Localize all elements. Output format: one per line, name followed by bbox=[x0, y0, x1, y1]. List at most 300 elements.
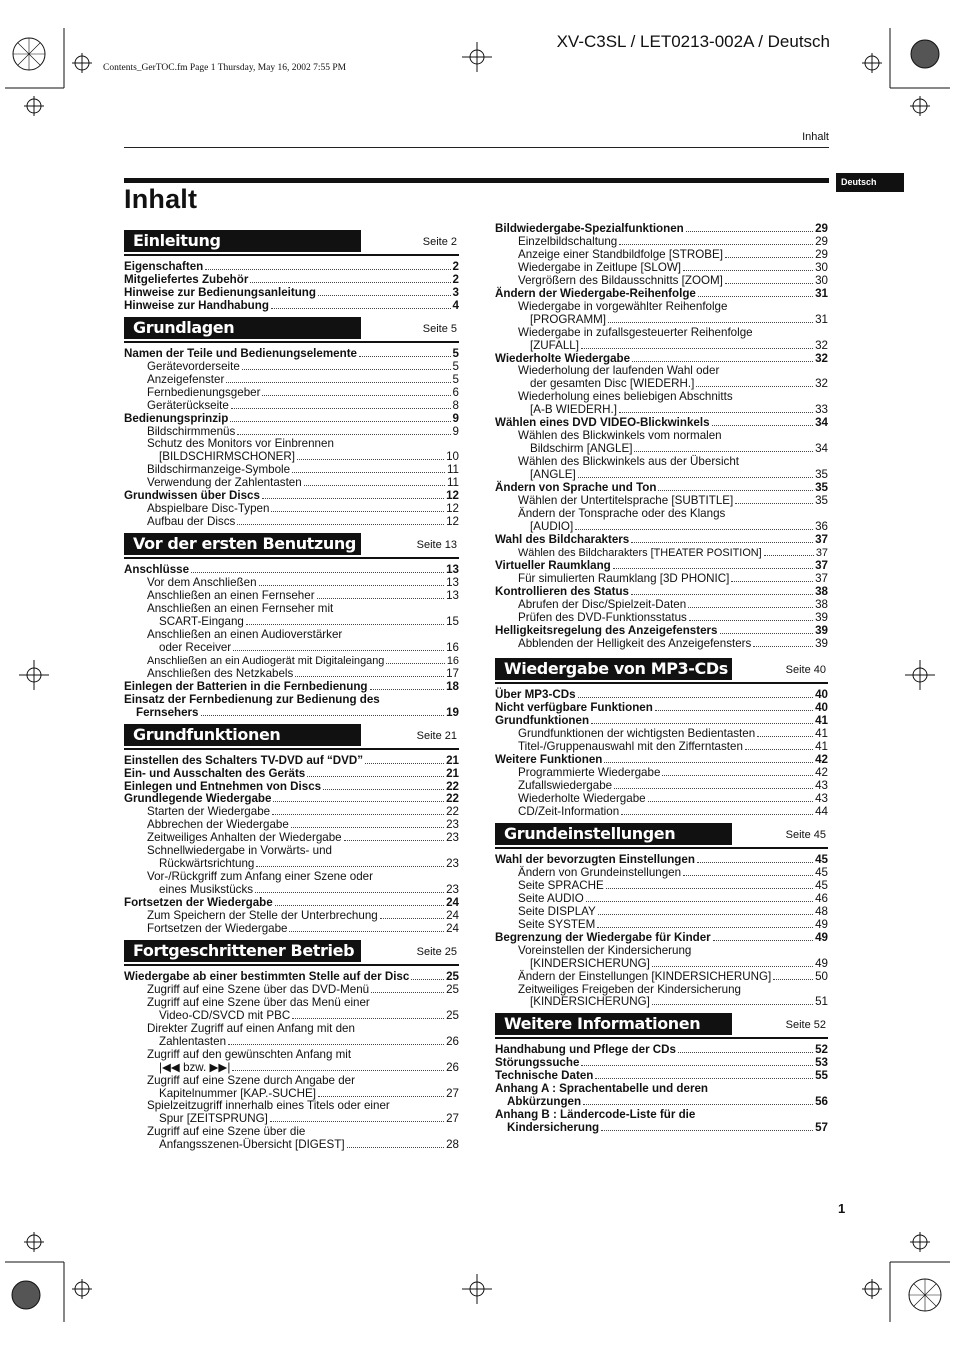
dot-leader bbox=[233, 650, 444, 651]
section-heading[interactable]: Einleitung bbox=[124, 230, 361, 252]
toc-entry-label: Ein- und Ausschalten des Geräts bbox=[124, 766, 306, 780]
header-rule bbox=[124, 147, 829, 148]
toc-entry-page: 38 bbox=[815, 597, 828, 611]
toc-entry[interactable] bbox=[495, 262, 828, 275]
toc-entry-label: Wahl der bevorzugten Einstellungen bbox=[495, 852, 695, 866]
toc-entry-label: Einzelbildschaltung bbox=[518, 234, 618, 248]
toc-entry[interactable] bbox=[124, 655, 459, 668]
toc-entry-page: 32 bbox=[815, 351, 828, 365]
dot-leader bbox=[347, 1147, 445, 1148]
toc-entry[interactable] bbox=[495, 534, 828, 547]
toc-entry-label: Anzeigefenster bbox=[147, 372, 225, 386]
toc-entry[interactable] bbox=[124, 923, 459, 936]
toc-entry[interactable] bbox=[124, 707, 459, 720]
toc-entry-label: Schutz des Monitors vor Einbrennen bbox=[147, 437, 334, 451]
toc-entry-label: Zugriff auf eine Szene über das DVD-Menü bbox=[147, 982, 370, 996]
toc-entry-label: Anhang B : Ländercode-Liste für die bbox=[495, 1108, 696, 1122]
toc-entry[interactable] bbox=[495, 275, 828, 288]
toc-entry[interactable] bbox=[124, 1010, 459, 1023]
toc-entry-label: Ändern der Einstellungen [KINDERSICHERUNG] bbox=[518, 969, 772, 983]
toc-entry-label: Vor dem Anschließen bbox=[147, 576, 257, 590]
dot-leader bbox=[292, 472, 445, 473]
dot-leader bbox=[597, 927, 813, 928]
toc-entry-page: 35 bbox=[815, 468, 828, 482]
toc-entry-label: Grundfunktionen der wichtigsten Bedientasten bbox=[518, 727, 756, 741]
toc-entry[interactable] bbox=[124, 668, 459, 681]
toc-section bbox=[124, 230, 459, 313]
toc-entry-page: 37 bbox=[815, 546, 828, 559]
toc-entry-page: 55 bbox=[815, 1069, 828, 1083]
section-page-ref: Seite 21 bbox=[416, 729, 457, 742]
dot-leader bbox=[304, 485, 445, 486]
toc-entry-label: Seite DISPLAY bbox=[518, 904, 596, 918]
dot-leader bbox=[256, 866, 444, 867]
toc-entry[interactable] bbox=[495, 880, 828, 893]
toc-entry[interactable] bbox=[495, 288, 828, 301]
toc-entry-page: 36 bbox=[815, 519, 828, 533]
toc-entry-label: Zugriff auf eine Szene über die bbox=[147, 1125, 306, 1139]
toc-entry-label: [PROGRAMM] bbox=[530, 312, 607, 326]
toc-entry-page: 22 bbox=[446, 779, 459, 793]
toc-entry-label: Anhang A : Sprachentabelle und deren bbox=[495, 1082, 709, 1096]
toc-entry-label: Wiedergabe in Zeitlupe [SLOW] bbox=[518, 260, 682, 274]
dot-leader bbox=[678, 1052, 813, 1053]
toc-entry-page: 57 bbox=[815, 1121, 828, 1135]
toc-entry-page: 2 bbox=[452, 272, 459, 286]
toc-entry[interactable] bbox=[124, 1062, 459, 1075]
dot-leader bbox=[604, 762, 813, 763]
toc-entry[interactable] bbox=[124, 1139, 459, 1152]
toc-entry[interactable] bbox=[124, 300, 459, 313]
section-header bbox=[495, 1013, 828, 1039]
toc-entry[interactable] bbox=[124, 984, 459, 997]
toc-entry[interactable] bbox=[124, 616, 459, 629]
dot-leader bbox=[720, 633, 814, 634]
dot-leader bbox=[275, 905, 444, 906]
toc-entry-page: 27 bbox=[446, 1086, 459, 1100]
toc-entry-page: 29 bbox=[815, 247, 828, 261]
dot-leader bbox=[295, 676, 444, 677]
toc-entry[interactable] bbox=[124, 287, 459, 300]
dot-leader bbox=[365, 763, 444, 764]
dot-leader bbox=[228, 1044, 444, 1045]
toc-entry[interactable] bbox=[495, 547, 828, 560]
toc-entry[interactable] bbox=[495, 314, 828, 327]
dot-leader bbox=[578, 477, 813, 478]
toc-entry-label: |◀◀ bzw. ▶▶| bbox=[159, 1060, 231, 1074]
toc-entry-page: 42 bbox=[815, 766, 828, 780]
dot-leader bbox=[757, 736, 813, 737]
toc-entry-page: 30 bbox=[815, 273, 828, 287]
toc-entry-page: 40 bbox=[815, 688, 828, 702]
toc-entry-page: 16 bbox=[446, 640, 459, 654]
dot-leader bbox=[591, 723, 813, 724]
toc-entry-page: 17 bbox=[446, 666, 459, 680]
toc-entry-label: [KINDERSICHERUNG] bbox=[530, 995, 650, 1009]
document-code: XV-C3SL / LET0213-002A / Deutsch bbox=[556, 32, 830, 51]
section-heading[interactable]: Grundlagen bbox=[124, 317, 361, 339]
dot-leader bbox=[246, 624, 444, 625]
dot-leader bbox=[237, 524, 444, 525]
toc-entry-list bbox=[124, 755, 459, 936]
toc-entry[interactable] bbox=[124, 629, 459, 642]
toc-entry-label: Kontrollieren des Status bbox=[495, 584, 629, 598]
section-header bbox=[124, 940, 459, 966]
dot-leader bbox=[745, 749, 813, 750]
toc-entry[interactable] bbox=[124, 681, 459, 694]
toc-entry-label: Virtueller Raumklang bbox=[495, 558, 611, 572]
toc-entry-page: 13 bbox=[446, 563, 459, 577]
dot-leader bbox=[578, 697, 814, 698]
dot-leader bbox=[586, 901, 813, 902]
toc-entry-page: 26 bbox=[446, 1060, 459, 1074]
toc-entry-label: [A-B WIEDERH.] bbox=[530, 403, 617, 417]
dot-leader bbox=[262, 395, 450, 396]
toc-entry[interactable] bbox=[495, 625, 828, 638]
dot-leader bbox=[713, 940, 813, 941]
dot-leader bbox=[688, 607, 813, 608]
toc-entry-label: [AUDIO] bbox=[530, 519, 574, 533]
toc-entry[interactable] bbox=[124, 768, 459, 781]
toc-entry[interactable] bbox=[495, 1122, 828, 1135]
dot-leader bbox=[631, 594, 813, 595]
toc-entry-label: Begrenzung der Wiedergabe für Kinder bbox=[495, 930, 711, 944]
toc-entry-label: Nicht verfügbare Funktionen bbox=[495, 701, 653, 715]
section-page-ref: Seite 2 bbox=[422, 236, 457, 248]
toc-entry-page: 35 bbox=[815, 494, 828, 508]
toc-entry[interactable] bbox=[495, 612, 828, 625]
toc-entry-page: 24 bbox=[446, 921, 459, 935]
toc-entry-list bbox=[124, 261, 459, 313]
toc-entry-page: 24 bbox=[446, 909, 459, 923]
toc-entry[interactable] bbox=[124, 755, 459, 768]
toc-entry-page: 23 bbox=[446, 857, 459, 871]
section-heading[interactable]: Grundeinstellungen bbox=[495, 823, 732, 845]
toc-entry[interactable] bbox=[495, 340, 828, 353]
dot-leader bbox=[601, 1130, 813, 1131]
toc-entry-label: Voreinstellen der Kindersicherung bbox=[518, 943, 692, 957]
section-page-ref: Seite 45 bbox=[785, 828, 826, 841]
toc-entry[interactable] bbox=[124, 274, 459, 287]
toc-entry-label: Bildschirm [ANGLE] bbox=[530, 442, 633, 456]
toc-entry-label: Wiederholte Wiedergabe bbox=[518, 792, 646, 806]
toc-entry[interactable] bbox=[124, 361, 459, 374]
toc-entry-page: 30 bbox=[815, 260, 828, 274]
dot-leader bbox=[323, 789, 444, 790]
section-heading[interactable]: Weitere Informationen bbox=[495, 1013, 732, 1035]
toc-entry-page: 4 bbox=[452, 298, 459, 312]
toc-entry-label: Vergrößern des Bildausschnitts [ZOOM] bbox=[518, 273, 723, 287]
toc-section bbox=[124, 317, 459, 529]
toc-entry-label: Eigenschaften bbox=[124, 260, 204, 273]
toc-entry-label: Rückwärtsrichtung bbox=[159, 857, 255, 871]
toc-entry[interactable] bbox=[495, 599, 828, 612]
toc-section bbox=[124, 724, 459, 936]
toc-entry-label: Ändern der Tonsprache oder des Klangs bbox=[518, 506, 726, 520]
toc-entry[interactable] bbox=[495, 560, 828, 573]
toc-entry-label: Gerätevorderseite bbox=[147, 359, 240, 373]
toc-entry-list bbox=[124, 564, 459, 719]
toc-entry-page: 50 bbox=[815, 969, 828, 983]
toc-entry-label: Wiederholte Wiedergabe bbox=[495, 351, 631, 365]
toc-section bbox=[124, 940, 459, 1152]
toc-entry[interactable] bbox=[124, 1049, 459, 1062]
toc-entry-page: 56 bbox=[815, 1095, 828, 1109]
toc-entry-label: Abblenden der Helligkeit des Anzeigefensters bbox=[518, 636, 752, 650]
dot-leader bbox=[634, 451, 813, 452]
toc-entry-page: 13 bbox=[446, 576, 459, 590]
dot-leader bbox=[386, 663, 445, 664]
toc-entry-label: [ZUFALL] bbox=[530, 338, 579, 352]
toc-entry[interactable] bbox=[495, 586, 828, 599]
dot-leader bbox=[735, 503, 813, 504]
toc-entry-page: 37 bbox=[815, 558, 828, 572]
toc-entry-label: Wiederholung der laufenden Wahl oder bbox=[518, 364, 720, 378]
dot-leader bbox=[270, 1121, 444, 1122]
toc-entry-label: Spur [ZEITSPRUNG] bbox=[159, 1112, 268, 1126]
toc-entry[interactable] bbox=[495, 638, 828, 651]
toc-entry[interactable] bbox=[495, 893, 828, 906]
toc-entry[interactable] bbox=[495, 806, 828, 819]
toc-entry-page: 12 bbox=[446, 515, 459, 529]
section-header bbox=[495, 823, 828, 849]
toc-entry-page: 5 bbox=[452, 359, 459, 373]
toc-entry-page: 21 bbox=[446, 753, 459, 767]
running-header: Inhalt bbox=[802, 131, 829, 143]
toc-entry-label: Wählen der Untertitelsprache [SUBTITLE] bbox=[518, 494, 734, 508]
toc-entry[interactable] bbox=[124, 374, 459, 387]
dot-leader bbox=[773, 979, 813, 980]
dot-leader bbox=[683, 270, 813, 271]
toc-entry[interactable] bbox=[495, 996, 828, 1009]
toc-entry-page: 23 bbox=[446, 831, 459, 845]
toc-entry-label: Schnellwiedergabe in Vorwärts- und bbox=[147, 844, 332, 858]
toc-entry-label: Aufbau der Discs bbox=[147, 515, 236, 529]
toc-entry-list bbox=[495, 689, 828, 819]
toc-left-column bbox=[124, 230, 459, 1156]
toc-entry-label: Grundlegende Wiedergabe bbox=[124, 792, 272, 806]
section-page-ref: Seite 5 bbox=[422, 322, 457, 335]
dot-leader bbox=[271, 308, 451, 309]
toc-entry-label: Einlegen und Entnehmen von Discs bbox=[124, 779, 322, 793]
dot-leader bbox=[619, 244, 813, 245]
toc-entry-label: [ANGLE] bbox=[530, 468, 576, 482]
dot-leader bbox=[318, 1096, 444, 1097]
toc-entry-label: Ändern von Sprache und Ton bbox=[495, 481, 657, 495]
toc-entry-page: 31 bbox=[815, 312, 828, 326]
dot-leader bbox=[272, 814, 444, 815]
toc-entry-label: Wiedergabe in zufallsgesteuerter Reihenfolge bbox=[518, 325, 753, 339]
toc-entry[interactable] bbox=[495, 854, 828, 867]
toc-entry-page: 27 bbox=[446, 1112, 459, 1126]
toc-entry-page: 42 bbox=[815, 753, 828, 767]
section-heading[interactable]: Wiedergabe von MP3-CDs bbox=[495, 658, 732, 680]
toc-entry-label: Starten der Wiedergabe bbox=[147, 805, 271, 819]
toc-entry[interactable] bbox=[495, 508, 828, 521]
toc-entry-label: [BILDSCHIRMSCHONER] bbox=[159, 450, 295, 464]
toc-entry[interactable] bbox=[124, 694, 459, 707]
toc-entry[interactable] bbox=[124, 1023, 459, 1036]
toc-entry-label: Fortsetzen der Wiedergabe bbox=[124, 896, 273, 910]
toc-entry-label: Zum Speichern der Stelle der Unterbrechung bbox=[147, 909, 378, 923]
toc-entry-label: Prüfen des DVD-Funktionsstatus bbox=[518, 610, 687, 624]
toc-entry-label: Zugriff auf eine Szene durch Angabe der bbox=[147, 1073, 355, 1087]
toc-entry-page: 9 bbox=[452, 411, 459, 425]
section-header bbox=[124, 230, 459, 256]
toc-section bbox=[495, 1013, 828, 1135]
toc-entry-label: Bildwiedergabe-Spezialfunktionen bbox=[495, 222, 684, 235]
toc-entry-page: 46 bbox=[815, 891, 828, 905]
toc-entry-label: Zeitweiliges Anhalten der Wiedergabe bbox=[147, 831, 342, 845]
toc-entry-label: Wählen eines DVD VIDEO-Blickwinkels bbox=[495, 416, 710, 430]
dot-leader bbox=[686, 231, 813, 232]
toc-entry-page: 32 bbox=[815, 377, 828, 391]
dot-leader bbox=[583, 1104, 813, 1105]
toc-entry[interactable] bbox=[124, 348, 459, 361]
toc-entry-page: 45 bbox=[815, 865, 828, 879]
toc-entry-page: 41 bbox=[815, 740, 828, 754]
dot-leader bbox=[226, 382, 450, 383]
toc-entry-label: Zugriff auf den gewünschten Anfang mit bbox=[147, 1047, 352, 1061]
dot-leader bbox=[725, 257, 813, 258]
dot-leader bbox=[250, 282, 450, 283]
toc-entry-page: 8 bbox=[452, 398, 459, 412]
toc-entry[interactable] bbox=[495, 932, 828, 945]
dot-leader bbox=[292, 1018, 444, 1019]
dot-leader bbox=[689, 620, 813, 621]
toc-entry-page: 35 bbox=[815, 481, 828, 495]
dot-leader bbox=[344, 840, 444, 841]
toc-entry[interactable] bbox=[495, 945, 828, 958]
toc-entry-label: Abspielbare Disc-Typen bbox=[147, 502, 270, 516]
toc-entry[interactable] bbox=[124, 413, 459, 426]
toc-entry[interactable] bbox=[124, 642, 459, 655]
toc-entry[interactable] bbox=[495, 573, 828, 586]
toc-entry-label: Handhabung und Pflege der CDs bbox=[495, 1043, 676, 1057]
toc-entry-page: 31 bbox=[815, 286, 828, 300]
dot-leader bbox=[205, 269, 450, 270]
toc-entry[interactable] bbox=[495, 236, 828, 249]
toc-entry[interactable] bbox=[124, 400, 459, 413]
toc-entry-page: 10 bbox=[446, 450, 459, 464]
toc-entry[interactable] bbox=[124, 1036, 459, 1049]
toc-entry-label: Einsatz der Fernbedienung zur Bedienung des bbox=[124, 692, 380, 706]
dot-leader bbox=[262, 498, 444, 499]
toc-entry-page: 6 bbox=[452, 385, 459, 399]
toc-entry-page: 45 bbox=[815, 852, 828, 866]
toc-entry-page: 21 bbox=[446, 766, 459, 780]
section-page-ref: Seite 13 bbox=[416, 539, 457, 552]
dot-leader bbox=[370, 689, 445, 690]
toc-entry-page: 28 bbox=[446, 1138, 459, 1152]
dot-leader bbox=[683, 875, 813, 876]
toc-entry-page: 11 bbox=[446, 476, 459, 490]
dot-leader bbox=[380, 918, 444, 919]
toc-entry-label: Wählen des Blickwinkels aus der Übersicht bbox=[518, 455, 740, 469]
dot-leader bbox=[662, 775, 813, 776]
dot-leader bbox=[317, 598, 445, 599]
toc-entry-label: Fernsehers bbox=[136, 705, 199, 719]
toc-entry-label: Zugriff auf eine Szene über das Menü einer bbox=[147, 995, 370, 1009]
toc-entry-page: 2 bbox=[452, 260, 459, 273]
dot-leader bbox=[598, 914, 813, 915]
dot-leader bbox=[273, 801, 444, 802]
toc-entry[interactable] bbox=[495, 906, 828, 919]
dot-leader bbox=[201, 715, 445, 716]
section-header bbox=[124, 317, 459, 343]
section-heading[interactable]: Vor der ersten Benutzung bbox=[124, 533, 361, 555]
toc-entry-label: Über MP3-CDs bbox=[495, 688, 576, 702]
toc-entry-page: 43 bbox=[815, 779, 828, 793]
dot-leader bbox=[307, 776, 444, 777]
toc-entry[interactable] bbox=[124, 1075, 459, 1088]
toc-entry[interactable] bbox=[495, 249, 828, 262]
toc-entry-label: Anschließen an einen Fernseher bbox=[147, 589, 315, 603]
toc-entry[interactable] bbox=[124, 261, 459, 274]
toc-entry-list bbox=[495, 1044, 828, 1135]
toc-entry[interactable] bbox=[495, 327, 828, 340]
toc-entry-page: 18 bbox=[446, 679, 459, 693]
toc-entry-label: Titel-/Gruppenauswahl mit den Zifferntasten bbox=[518, 740, 743, 754]
toc-entry-page: 9 bbox=[452, 424, 459, 438]
toc-entry[interactable] bbox=[124, 516, 459, 529]
dot-leader bbox=[696, 386, 813, 387]
dot-leader bbox=[289, 931, 444, 932]
dot-leader bbox=[652, 966, 813, 967]
toc-entry[interactable] bbox=[124, 387, 459, 400]
toc-entry-label: Anschließen an einen Fernseher mit bbox=[147, 602, 334, 616]
toc-entry-label: Weitere Funktionen bbox=[495, 753, 603, 767]
toc-entry[interactable] bbox=[495, 919, 828, 932]
toc-entry-page: 38 bbox=[815, 584, 828, 598]
page-title: Inhalt bbox=[124, 184, 198, 214]
toc-entry[interactable] bbox=[495, 958, 828, 971]
dot-leader bbox=[291, 827, 444, 828]
toc-entry[interactable] bbox=[495, 223, 828, 236]
dot-leader bbox=[371, 992, 444, 993]
toc-entry[interactable] bbox=[495, 971, 828, 984]
toc-entry[interactable] bbox=[124, 971, 459, 984]
toc-entry-page: 53 bbox=[815, 1056, 828, 1070]
toc-entry-label: CD/Zeit-Information bbox=[518, 805, 620, 819]
dot-leader bbox=[697, 862, 813, 863]
toc-entry-label: [KINDERSICHERUNG] bbox=[530, 956, 650, 970]
section-heading[interactable]: Fortgeschrittener Betrieb bbox=[124, 940, 361, 962]
toc-entry-page: 39 bbox=[815, 636, 828, 650]
toc-entry[interactable] bbox=[495, 867, 828, 880]
dot-leader bbox=[632, 361, 813, 362]
toc-entry-page: 12 bbox=[446, 489, 459, 503]
toc-entry-label: Programmierte Wiedergabe bbox=[518, 766, 661, 780]
toc-entry-label: Kindersicherung bbox=[507, 1121, 600, 1135]
toc-entry[interactable] bbox=[495, 301, 828, 314]
dot-leader bbox=[753, 646, 813, 647]
toc-entry-label: Zufallswiedergabe bbox=[518, 779, 613, 793]
toc-entry-page: 40 bbox=[815, 701, 828, 715]
toc-entry[interactable] bbox=[124, 997, 459, 1010]
dot-leader bbox=[652, 1004, 813, 1005]
section-heading[interactable]: Grundfunktionen bbox=[124, 724, 361, 746]
toc-entry-label: Anfangsszenen-Übersicht [DIGEST] bbox=[159, 1138, 345, 1152]
toc-section bbox=[124, 533, 459, 719]
toc-entry-label: Wählen des Blickwinkels vom normalen bbox=[518, 429, 722, 443]
toc-entry-label: Bildschirmanzeige-Symbole bbox=[147, 463, 291, 477]
dot-leader bbox=[613, 568, 813, 569]
toc-entry-page: 12 bbox=[446, 502, 459, 516]
toc-entry-label: Abbrechen der Wiedergabe bbox=[147, 818, 289, 832]
dot-leader bbox=[232, 1070, 444, 1071]
toc-entry[interactable] bbox=[495, 521, 828, 534]
